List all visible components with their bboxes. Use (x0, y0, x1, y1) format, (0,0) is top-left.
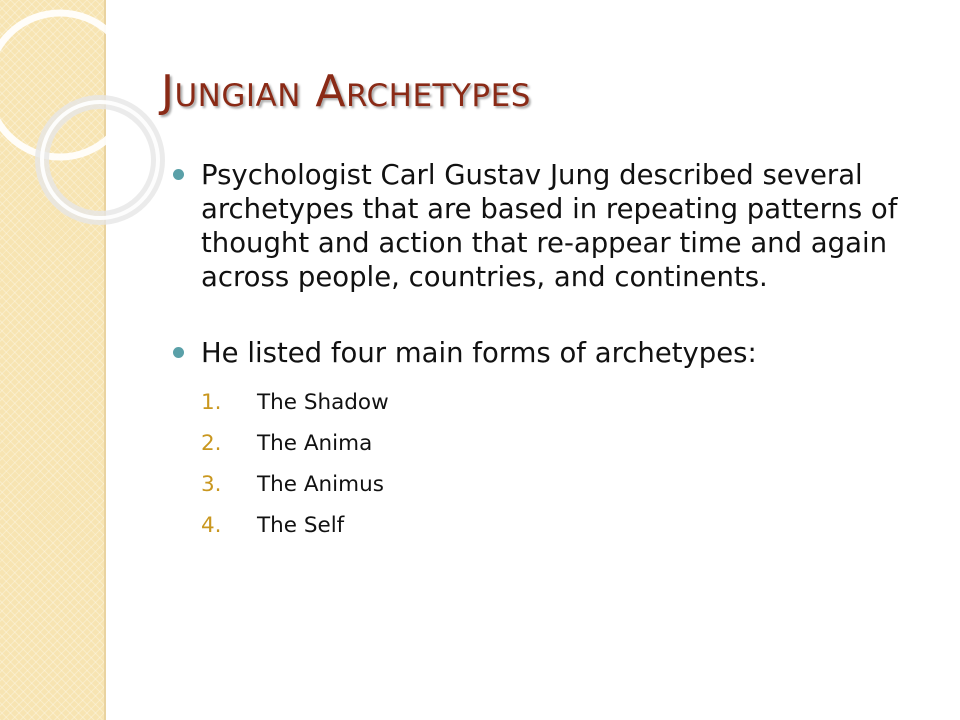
content-area (171, 158, 931, 546)
slide-title: Jungian Archetypes (161, 66, 531, 117)
list-number: 1. (201, 390, 222, 415)
list-number: 2. (201, 431, 222, 456)
list-item-text: The Animus (257, 472, 384, 497)
decorative-rings (0, 0, 180, 260)
bullet-text: Psychologist Carl Gustav Jung described several archetypes that are based in repeating patterns of thought and action that re-appear time and again across people, countries, and continents. (201, 159, 898, 293)
list-item (201, 505, 931, 546)
bullet-item (171, 336, 931, 370)
bullet-text: He listed four main forms of archetypes: (201, 337, 757, 369)
list-item-text: The Anima (257, 431, 373, 456)
list-number: 3. (201, 472, 222, 497)
bullet-dot-icon (173, 169, 184, 180)
numbered-list (171, 382, 931, 546)
list-item (201, 423, 931, 464)
decorative-ring-large (0, 13, 132, 157)
list-item-text: The Self (257, 513, 345, 538)
list-item (201, 464, 931, 505)
bullet-item (171, 158, 931, 294)
list-item (201, 382, 931, 423)
list-number: 4. (201, 513, 222, 538)
bullet-dot-icon (173, 347, 184, 358)
list-item-text: The Shadow (257, 390, 389, 415)
